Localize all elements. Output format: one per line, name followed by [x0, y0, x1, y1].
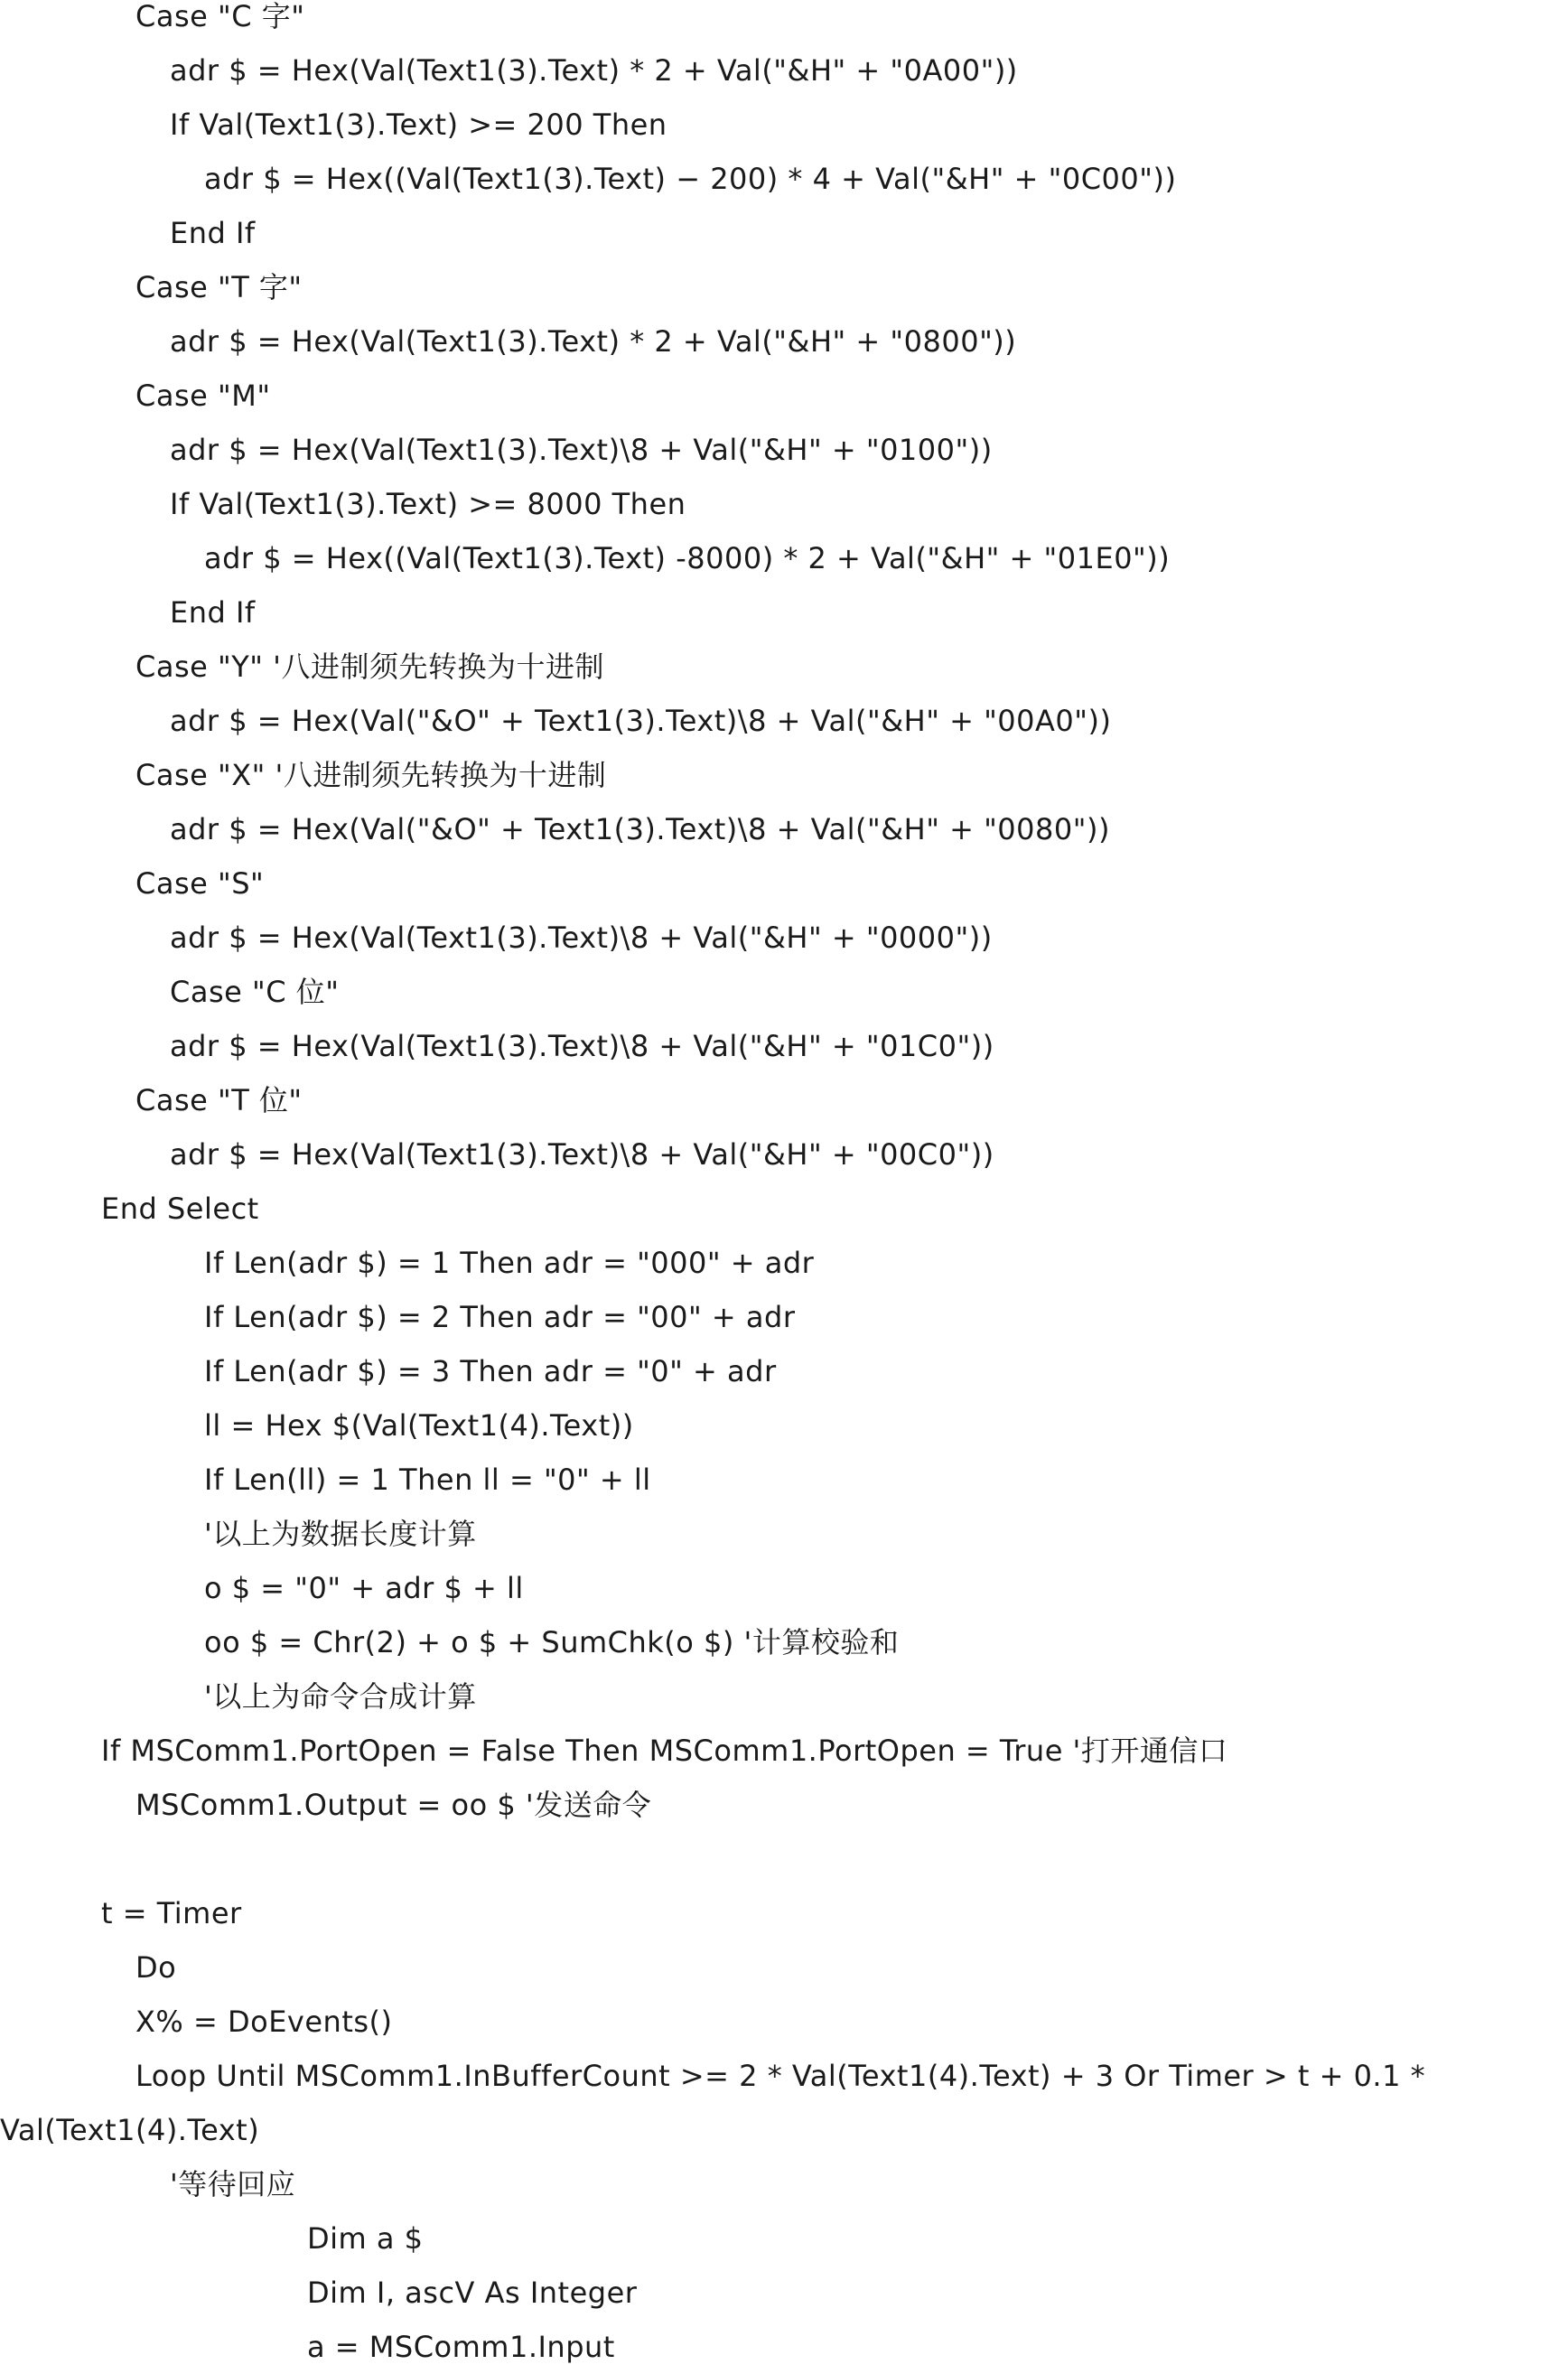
code-line: '以上为数据长度计算: [204, 1517, 477, 1551]
code-line: '等待回应: [170, 2167, 296, 2201]
code-line: Dim a $: [307, 2221, 424, 2256]
code-line: End If: [170, 216, 256, 250]
code-line: adr $ = Hex((Val(Text1(3).Text) − 200) * 4 + Val("&H" + "0C00")): [204, 162, 1177, 196]
code-line: MSComm1.Output = oo $ '发送命令: [135, 1788, 652, 1822]
code-line: adr $ = Hex(Val(Text1(3).Text) * 2 + Val("&H" + "0800")): [170, 324, 1017, 359]
code-line: adr $ = Hex(Val(Text1(3).Text)\8 + Val("&H" + "0100")): [170, 433, 993, 467]
code-line: adr $ = Hex(Val("&O" + Text1(3).Text)\8 + Val("&H" + "00A0")): [170, 704, 1112, 738]
code-line: t = Timer: [101, 1896, 242, 1930]
code-line: Case "M": [135, 379, 271, 413]
code-line: '以上为命令合成计算: [204, 1679, 477, 1714]
code-line: If Val(Text1(3).Text) >= 8000 Then: [170, 487, 686, 521]
code-line: Case "C 位": [170, 975, 340, 1009]
code-line: Dim I, ascV As Integer: [307, 2276, 638, 2310]
code-line: Val(Text1(4).Text): [0, 2113, 260, 2147]
code-line: X% = DoEvents(): [135, 2005, 393, 2039]
code-line: Loop Until MSComm1.InBufferCount >= 2 * Val(Text1(4).Text) + 3 Or Timer > t + 0.1 *: [135, 2059, 1426, 2093]
code-line: adr $ = Hex(Val(Text1(3).Text) * 2 + Val("&H" + "0A00")): [170, 53, 1018, 88]
code-line: ll = Hex $(Val(Text1(4).Text)): [204, 1408, 634, 1443]
code-line: If Len(ll) = 1 Then ll = "0" + ll: [204, 1463, 651, 1497]
code-line: End Select: [101, 1192, 259, 1226]
code-line: adr $ = Hex(Val("&O" + Text1(3).Text)\8 + Val("&H" + "0080")): [170, 812, 1110, 846]
code-line: a = MSComm1.Input: [307, 2330, 615, 2364]
code-line: Case "T 位": [135, 1083, 303, 1117]
code-line: Case "C 字": [135, 0, 305, 33]
code-line: Case "T 字": [135, 270, 303, 304]
code-line: adr $ = Hex((Val(Text1(3).Text) -8000) * 2 + Val("&H" + "01E0")): [204, 541, 1171, 575]
code-line: Case "X" '八进制须先转换为十进制: [135, 758, 607, 792]
code-line: o $ = "0" + adr $ + ll: [204, 1571, 524, 1605]
code-line: adr $ = Hex(Val(Text1(3).Text)\8 + Val("&H" + "00C0")): [170, 1137, 994, 1172]
code-line: Case "S": [135, 866, 265, 901]
code-line: adr $ = Hex(Val(Text1(3).Text)\8 + Val("&H" + "01C0")): [170, 1029, 994, 1063]
code-line: If MSComm1.PortOpen = False Then MSComm1.PortOpen = True '打开通信口: [101, 1734, 1228, 1768]
code-line: adr $ = Hex(Val(Text1(3).Text)\8 + Val("&H" + "0000")): [170, 921, 993, 955]
code-line: Case "Y" '八进制须先转换为十进制: [135, 650, 604, 684]
code-line: Do: [135, 1950, 177, 1985]
code-line: If Len(adr $) = 3 Then adr = "0" + adr: [204, 1354, 777, 1388]
code-line: If Len(adr $) = 2 Then adr = "00" + adr: [204, 1300, 796, 1334]
code-line: End If: [170, 595, 256, 630]
code-line: If Len(adr $) = 1 Then adr = "000" + adr: [204, 1246, 815, 1280]
code-line: oo $ = Chr(2) + o $ + SumChk(o $) '计算校验和: [204, 1625, 900, 1659]
code-line: If Val(Text1(3).Text) >= 200 Then: [170, 107, 667, 142]
